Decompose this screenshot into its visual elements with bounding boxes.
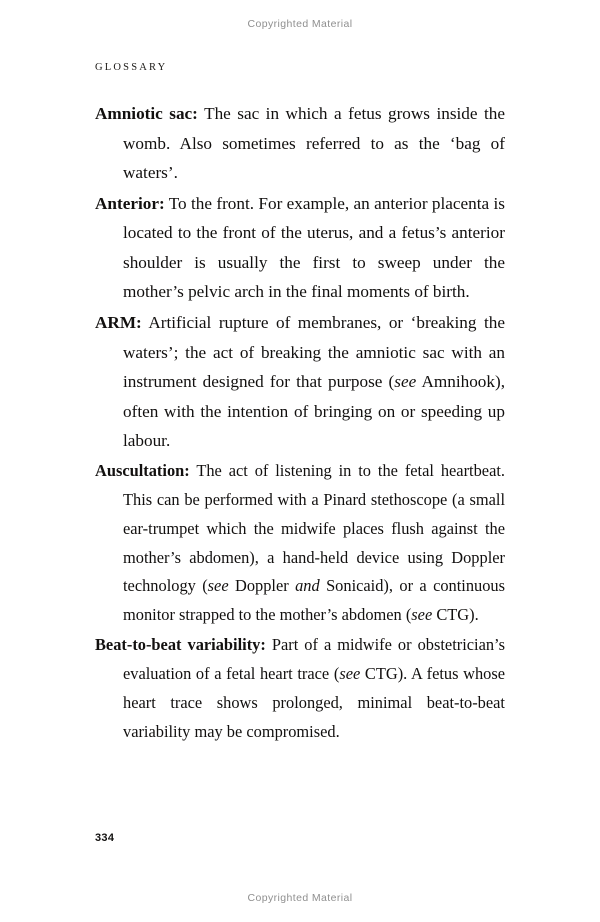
glossary-definition-text: The sac in which a fetus grows inside the womb. Also sometimes referred to as the ‘bag of waters’. <box>123 104 505 183</box>
glossary-definition-text: Sonicaid), or a continuous monitor strapped to the mother’s abdomen ( <box>123 576 505 625</box>
glossary-cross-reference: see <box>394 372 417 392</box>
page-content <box>95 62 505 748</box>
glossary-definition-text: The act of listening in to the fetal heartbeat. This can be performed with a Pinard stethoscope (a small ear-trumpet which the midwife places flush against the mother’s abdomen), a hand-held device using Doppler technology ( <box>123 460 505 596</box>
glossary-entry <box>95 189 505 307</box>
glossary-entry <box>95 631 505 747</box>
glossary-entry-list <box>95 99 505 747</box>
glossary-cross-reference: and <box>295 576 320 596</box>
glossary-cross-reference: see <box>207 576 229 596</box>
glossary-entry <box>95 457 505 630</box>
glossary-definition-text: Part of a midwife or obstetrician’s evaluation of a fetal heart trace ( <box>123 635 505 684</box>
glossary-term: Beat-to-beat variability: <box>95 635 266 655</box>
glossary-entry <box>95 308 505 456</box>
glossary-entry <box>95 99 505 188</box>
glossary-cross-reference: see <box>339 664 361 684</box>
glossary-term: Auscultation: <box>95 460 190 480</box>
glossary-term: Anterior: <box>95 193 165 213</box>
running-head: GLOSSARY <box>95 62 168 73</box>
glossary-definition-text: To the front. For example, an anterior placenta is located to the front of the uterus, and a fetus’s anterior shoulder is usually the first to sweep under the mother’s pelvic arch in the final moments of birth. <box>123 193 505 302</box>
glossary-definition-text: CTG). A fetus whose heart trace shows prolonged, minimal beat-to-beat variability may be compromised. <box>123 664 506 741</box>
glossary-cross-reference: see <box>411 605 433 625</box>
glossary-definition-text: CTG). <box>432 605 479 625</box>
glossary-definition-text: Artificial rupture of membranes, or ‘breaking the waters’; the act of breaking the amniotic sac with an instrument designed for that purpose ( <box>123 313 505 392</box>
glossary-term: ARM: <box>95 313 142 333</box>
copyright-watermark-bottom: Copyrighted Material <box>247 892 353 904</box>
copyright-watermark-top: Copyrighted Material <box>247 18 353 30</box>
glossary-definition-text: Amnihook), often with the intention of bringing on or speeding up labour. <box>123 372 505 451</box>
page-number: 334 <box>95 832 115 844</box>
glossary-definition-text: Doppler <box>228 576 296 596</box>
glossary-term: Amniotic sac: <box>95 104 198 123</box>
